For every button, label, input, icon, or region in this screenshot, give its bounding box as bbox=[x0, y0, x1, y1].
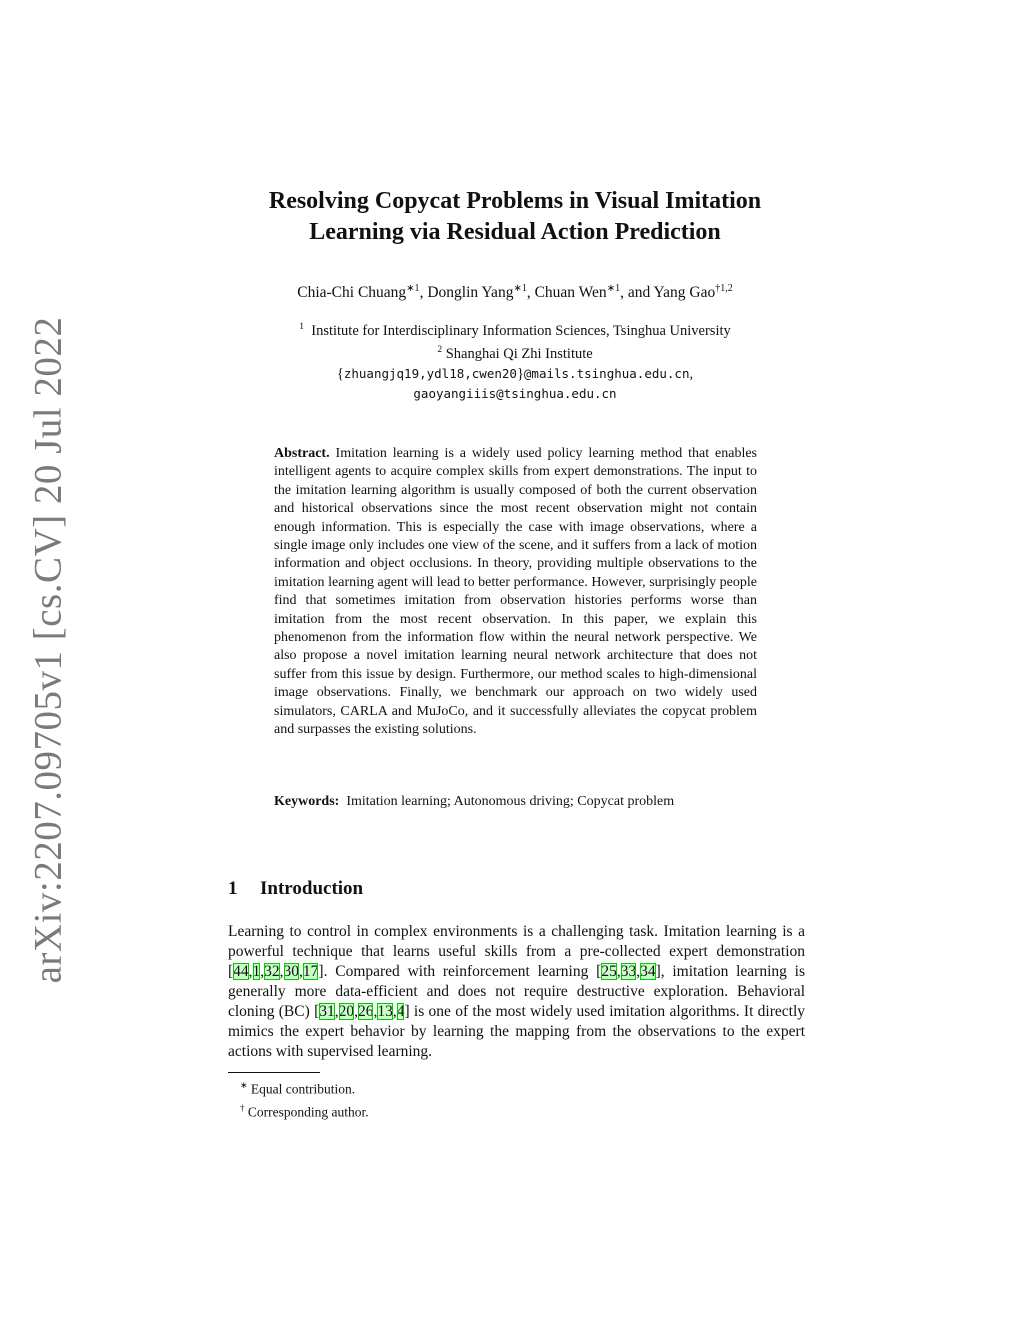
email-usernames: zhuangjq19,ydl18,cwen20 bbox=[343, 365, 517, 381]
footnote-item bbox=[240, 1099, 369, 1122]
email-address: gaoyangiiis@tsinghua.edu.cn bbox=[413, 385, 617, 401]
author-mark: ∗1 bbox=[406, 283, 420, 294]
email-line-1 bbox=[200, 364, 830, 384]
citation-link[interactable]: 32 bbox=[264, 963, 280, 980]
author-name: Chia-Chi Chuang bbox=[297, 284, 407, 302]
email-line-2 bbox=[200, 384, 830, 404]
citation-link[interactable]: 26 bbox=[357, 1003, 374, 1020]
author-separator: , and bbox=[620, 284, 654, 302]
title-line-2: Learning via Residual Action Prediction bbox=[309, 219, 721, 245]
author-mark: ∗1 bbox=[606, 283, 621, 294]
email-brace-close: } bbox=[516, 365, 524, 382]
affiliation-2 bbox=[200, 341, 830, 364]
arxiv-stamp: arXiv:2207.09705v1 [cs.CV] 20 Jul 2022 bbox=[26, 316, 70, 984]
affiliation-mark: 1 bbox=[299, 322, 304, 332]
title-line-1: Resolving Copycat Problems in Visual Imitation bbox=[268, 188, 762, 214]
citation-link[interactable]: 13 bbox=[377, 1003, 393, 1020]
affiliation-mark: 2 bbox=[437, 344, 443, 355]
abstract-text: Imitation learning is a widely used policy learning method that enables intelligent agents to acquire complex skills from expert demonstrations. The input to the imitation learning algorithm is usually composed of both the current observation and historical observations since the most recent observation might not contain enough information. This is especially the case with image observations, where a single image only includes one view of the scene, and it suffers from a lack of motion information and object occlusions. In theory, providing multiple observations to the imitation learning agent will lead to better performance. However, surprisingly people find that sometimes imitation from observation histories performs worse than imitation from the most recent observation. In this paper, we explain this phenomenon from the information flow within the neural network perspective. We also propose a novel imitation learning neural network architecture that does not suffer from this issue by design. Furthermore, our method scales to high-dimensional image observations. Finally, we benchmark our approach on two widely used simulators, CARLA and MuJoCo, and it successfully alleviates the copycat problem and surpasses the existing solutions. bbox=[274, 446, 758, 738]
footnote-mark: † bbox=[240, 1102, 245, 1113]
abstract-label: Abstract. bbox=[274, 446, 330, 461]
citation-link[interactable]: 4 bbox=[396, 1003, 405, 1020]
footnote-rule bbox=[228, 1072, 320, 1073]
keywords bbox=[274, 794, 774, 810]
author-name: Donglin Yang bbox=[427, 284, 514, 302]
intro-text: . Compared with reinforcement learning bbox=[323, 963, 597, 980]
section-number: 1 bbox=[228, 878, 238, 899]
section-heading bbox=[228, 878, 363, 900]
footnote-item bbox=[240, 1076, 369, 1099]
email-brace-open: { bbox=[336, 365, 344, 382]
author-name: Chuan Wen bbox=[534, 284, 607, 302]
citation-link[interactable]: 34 bbox=[640, 963, 656, 980]
footnote-mark: ∗ bbox=[240, 1080, 248, 1090]
footnote-text: Corresponding author. bbox=[247, 1104, 369, 1119]
intro-text: Learning to control in complex environments is a challenging task. Imitation learning is a powerful technique that learns useful skills from a pre-collected expert demonstration bbox=[228, 923, 805, 960]
affiliation-text: Institute for Interdisciplinary Information Sciences, Tsinghua University bbox=[311, 322, 731, 339]
section-title: Introduction bbox=[260, 878, 364, 899]
citation-link[interactable]: 31 bbox=[319, 1003, 335, 1020]
author-mark: †1,2 bbox=[715, 283, 733, 294]
citation-link[interactable]: 20 bbox=[338, 1003, 355, 1020]
author-name: Yang Gao bbox=[653, 284, 716, 302]
keywords-text: Imitation learning; Autonomous driving; Copycat problem bbox=[346, 794, 675, 809]
email-domain: @mails.tsinghua.edu.cn bbox=[523, 365, 690, 381]
citation-link[interactable]: 33 bbox=[620, 963, 637, 980]
author-mark: ∗1 bbox=[513, 283, 527, 294]
citation-link[interactable]: 25 bbox=[601, 963, 617, 980]
citation-link[interactable]: 30 bbox=[283, 963, 300, 980]
author-list bbox=[200, 283, 830, 302]
intro-text: is one of the most widely used imitation algorithms. It directly mimics the expert behavior by learning the mapping from the observations to the expert actions with supervised learning. bbox=[228, 1003, 805, 1060]
citation-link[interactable]: 1 bbox=[252, 963, 261, 980]
affiliation-1 bbox=[200, 318, 830, 341]
footnotes bbox=[240, 1076, 369, 1121]
footnote-text: Equal contribution. bbox=[250, 1081, 356, 1097]
abstract bbox=[274, 445, 757, 740]
keywords-label: Keywords: bbox=[274, 794, 340, 809]
citation-link[interactable]: 44 bbox=[233, 963, 249, 980]
paper-title bbox=[200, 186, 830, 248]
author-separator: , bbox=[419, 284, 428, 302]
citation-link[interactable]: 17 bbox=[302, 963, 319, 980]
introduction-paragraph: Learning to control in complex environments is a challenging task. Imitation learning is a powerful technique that learns useful skills from a pre-collected expert demonstration [44,1,32,30,17]. Compared with reinforcement learning [25,33,34], imitation learning is generally more data-efficient and does not require destructive exploration. Behavioral cloning (BC) [31,20,26,13,4] is one of the most widely used imitation algorithms. It directly mimics the expert behavior by learning the mapping from the observations to the expert actions with supervised learning. bbox=[228, 923, 805, 1060]
email-comma: , bbox=[689, 365, 694, 382]
intro-text: , imitation learning is generally more data-efficient and does not require destructive exploration. Behavioral cloning (BC) bbox=[228, 963, 805, 1020]
author-separator: , bbox=[526, 284, 535, 302]
affiliation-text: Shanghai Qi Zhi Institute bbox=[445, 345, 593, 362]
affiliations bbox=[200, 318, 830, 404]
